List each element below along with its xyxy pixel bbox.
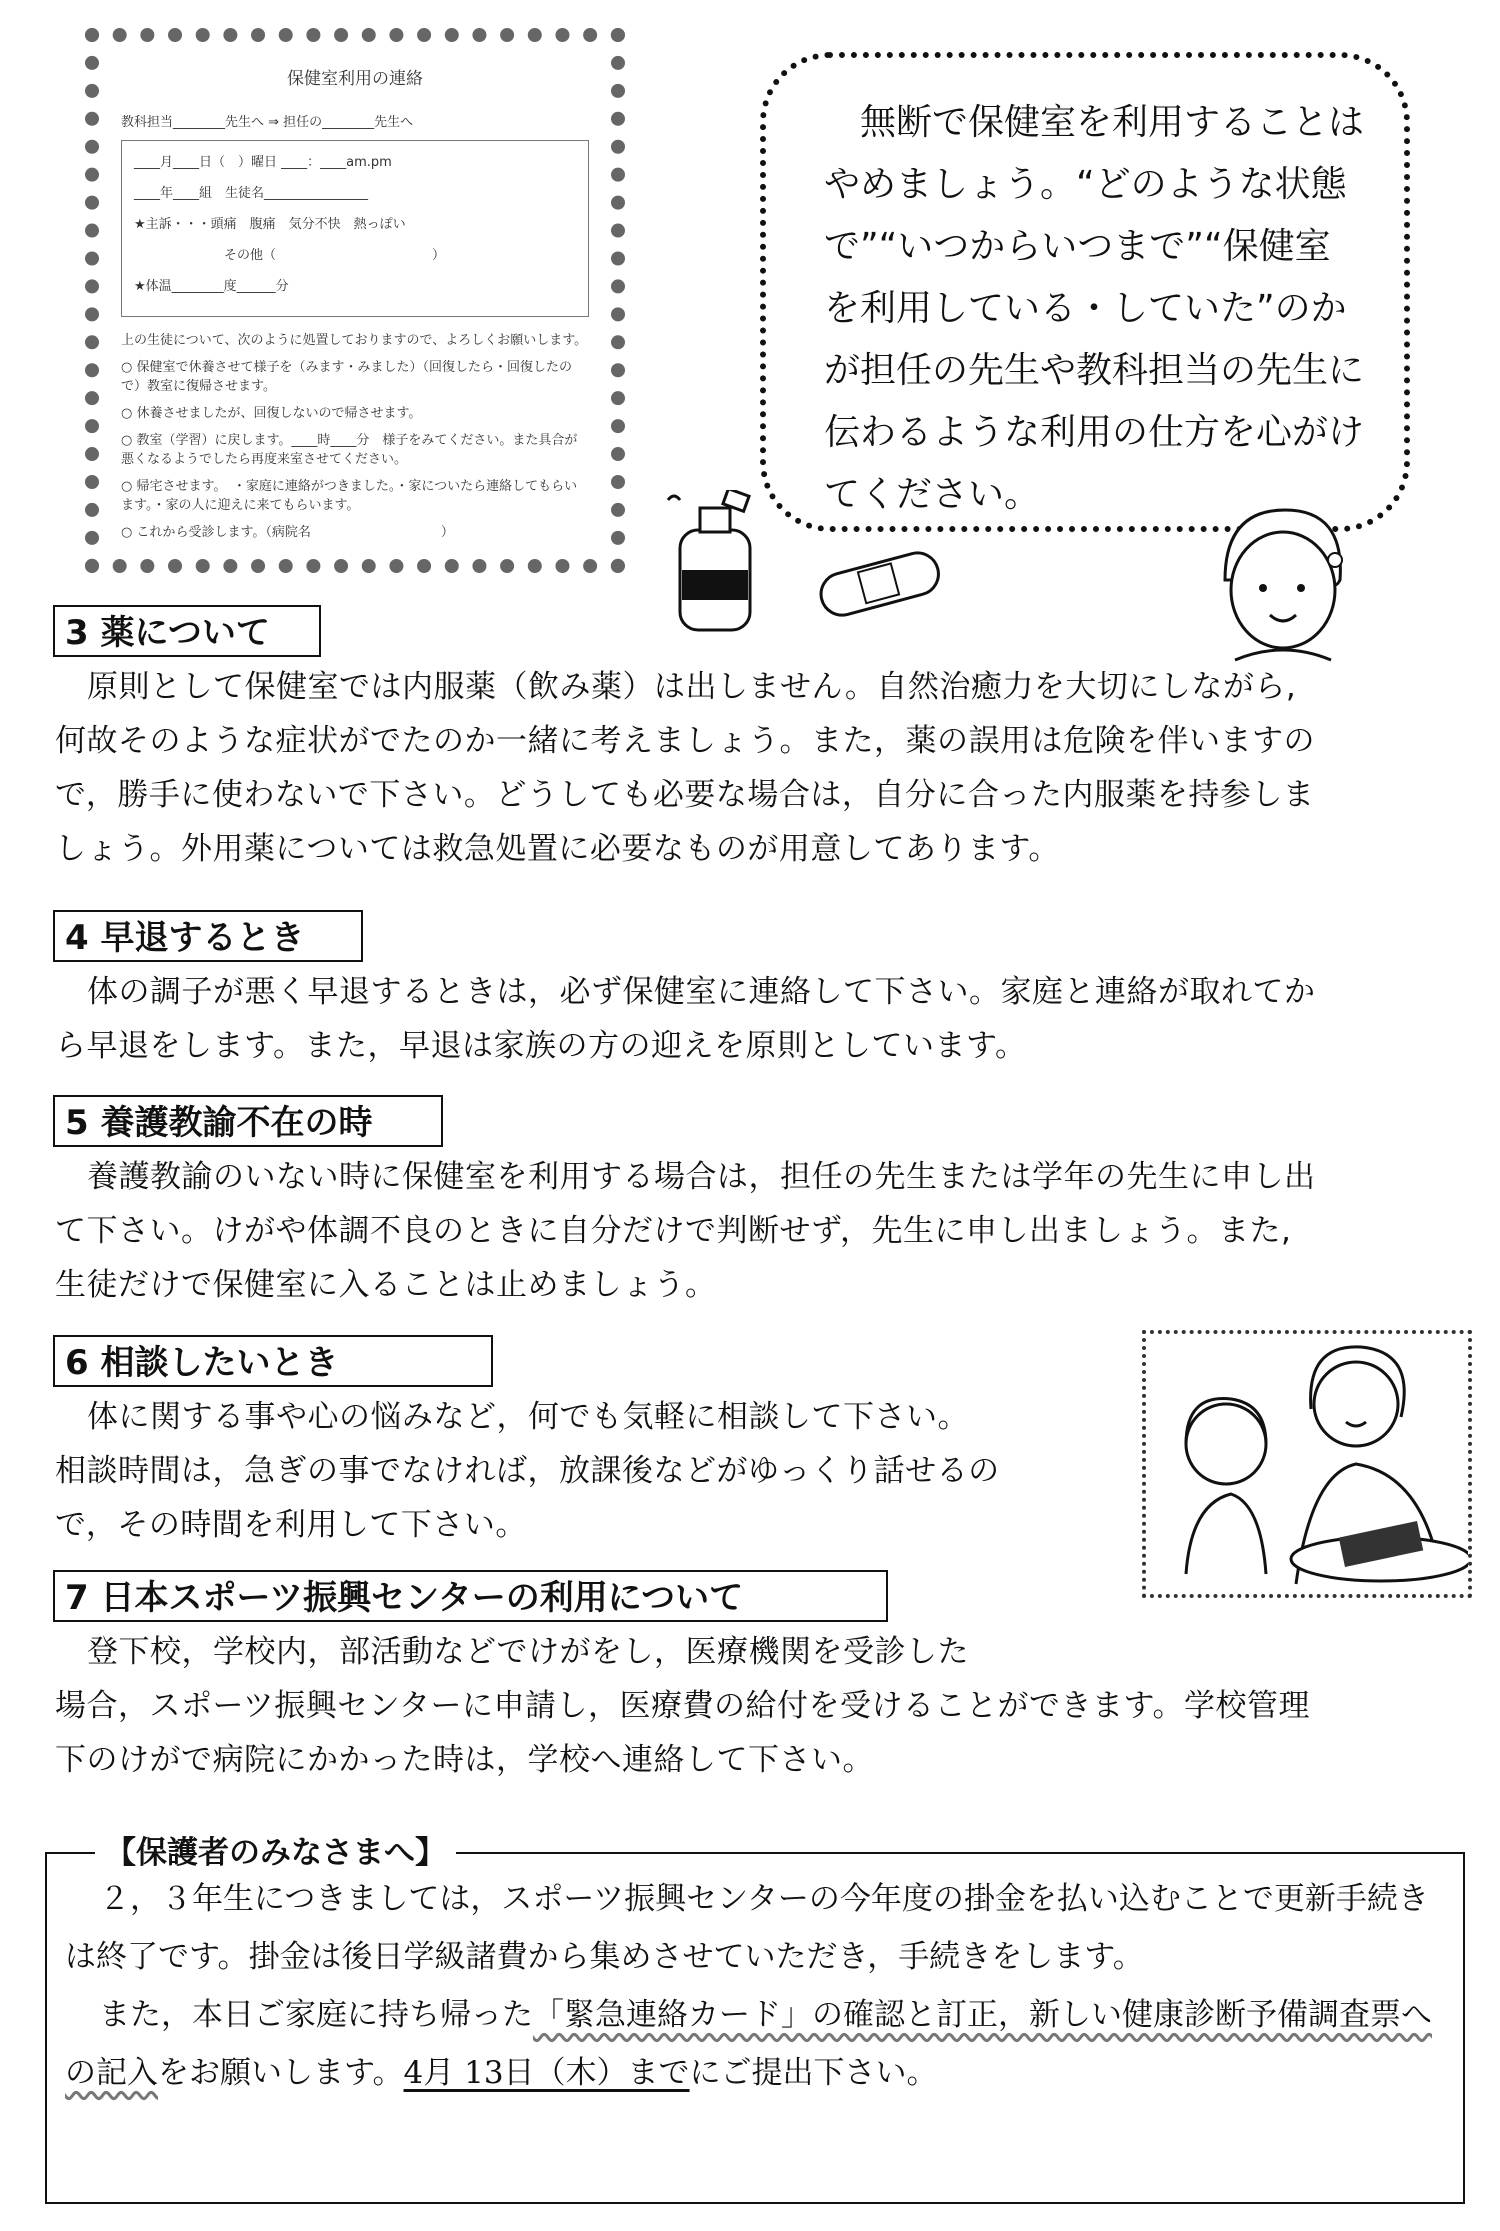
health-room-form-image — [85, 28, 625, 573]
paragraph-line: 下のけがで病院にかかった時は，学校へ連絡して下さい。 — [55, 1742, 874, 1778]
section-heading-nurse-absent: 5 養護教諭不在の時 — [53, 1095, 443, 1147]
form-body — [121, 331, 589, 542]
bubble-line: を利用している・していた”のか — [824, 288, 1347, 329]
form-body-line: ○ 帰宅させます。 ・家庭に連絡がつきました。・家についたら連絡してもらいます。・家の人に迎えに来てもらいます。 — [121, 479, 578, 513]
parents-p2-part: また，本日ご家庭に持ち帰った — [99, 1997, 533, 2033]
paragraph-line: で，その時間を利用して下さい。 — [55, 1507, 527, 1543]
section-heading-medicine: 3 薬について — [53, 605, 321, 657]
bubble-line: で”“いつからいつまで”“保健室 — [824, 226, 1331, 267]
bubble-line: てください。 — [824, 474, 1041, 515]
section-body-sports-center — [55, 1625, 1475, 1787]
paragraph-line: 体に関する事や心の悩みなど，何でも気軽に相談して下さい。 — [87, 1399, 969, 1435]
paragraph-line: 相談時間は，急ぎの事でなければ，放課後などがゆっくり話せるの — [55, 1453, 1000, 1489]
section-heading-sports-center: 7 日本スポーツ振興センターの利用について — [53, 1570, 888, 1622]
bubble-line: 伝わるような利用の仕方を心がけ — [824, 412, 1365, 453]
parents-p2-part: をお願いします。 — [158, 2055, 404, 2091]
paragraph-line: 体の調子が悪く早退するときは，必ず保健室に連絡して下さい。家庭と連絡が取れてか — [87, 974, 1316, 1010]
bubble-line: やめましょう。“どのような状態 — [824, 164, 1347, 205]
medicine-bottle-illustration — [660, 490, 770, 640]
form-body-line: ○ 休養させましたが、回復しないので帰させます。 — [121, 406, 422, 421]
section-body-nurse-absent — [55, 1150, 1475, 1312]
consultation-illustration — [1146, 1334, 1468, 1594]
section-body-consultation — [55, 1390, 1135, 1552]
paragraph-line: で，勝手に使わないで下さい。どうしても必要な場合は，自分に合った内服薬を持参しま — [55, 777, 1315, 813]
form-symptoms-line: ★主訴・・・頭痛 腹痛 気分不快 熱っぽい — [134, 217, 406, 232]
paragraph-line: 何故そのような症状がでたのか一緒に考えましょう。また，薬の誤用は危険を伴いますの — [55, 723, 1315, 759]
bandage-illustration — [810, 545, 950, 625]
paragraph-line: て下さい。けがや体調不良のときに自分だけで判断せず，先生に申し出ましょう。また, — [55, 1213, 1292, 1249]
form-teacher-line: 教科担当________先生へ ⇒ 担任の________先生へ — [121, 115, 414, 130]
parents-p2-part: にご提出下さい。 — [689, 2055, 938, 2091]
paragraph-line: しょう。外用薬については救急処置に必要なものが用意してあります。 — [55, 831, 1060, 867]
section-heading-early-leave: 4 早退するとき — [53, 910, 363, 962]
section-body-early-leave — [55, 965, 1475, 1073]
paragraph-line: 養護教諭のいない時に保健室を利用する場合は，担任の先生または学年の先生に申し出 — [87, 1159, 1316, 1195]
form-title: 保健室利用の連絡 — [287, 69, 423, 89]
bubble-line: が担任の先生や教科担当の先生に — [824, 350, 1365, 391]
paragraph-line: 生徒だけで保健室に入ることは止めましょう。 — [55, 1267, 717, 1303]
form-date-line: ____月____日（ ）曜日 ____：____am.pm — [134, 155, 392, 170]
paragraph-line: ら早退をします。また，早退は家族の方の迎えを原則としています。 — [55, 1028, 1027, 1064]
form-info-box — [121, 140, 589, 317]
form-class-line: ____年____組 生徒名________________ — [134, 186, 369, 201]
parents-paragraph-1: ２，３年生につきましては，スポーツ振興センターの今年度の掛金を払い込むことで更新手続きは終了です。掛金は後日学級諸費から集めさせていただき，手続きをします。 — [65, 1881, 1429, 1975]
bubble-line: 無断で保健室を利用することは — [860, 102, 1365, 143]
form-temp-line: ★体温________度______分 — [134, 279, 289, 294]
consultation-illustration-frame — [1142, 1330, 1472, 1598]
parents-paragraph-2 — [65, 1986, 1455, 2102]
section-body-medicine — [55, 660, 1475, 876]
paragraph-line: 場合，スポーツ振興センターに申請し，医療費の給付を受けることができます。学校管理 — [55, 1688, 1311, 1724]
section-heading-consultation: 6 相談したいとき — [53, 1335, 493, 1387]
parents-notice-text — [65, 1870, 1455, 2102]
emergency-card-text: 「緊急連絡カード」の確認と訂正，新しい健康診断予備調査票への記入 — [65, 1997, 1432, 2091]
form-body-line: ○ 保健室で休養させて様子を（みます・みました）（回復したら・回復したので）教室に復帰させます。 — [121, 360, 572, 394]
form-body-line: 上の生徒について、次のように処置しておりますので、よろしくお願いします。 — [121, 333, 588, 348]
form-body-line: ○ 教室（学習）に戻します。____時____分 様子をみてください。また具合が悪くなるようでしたら再度来室させてください。 — [121, 433, 578, 467]
speech-bubble — [760, 52, 1410, 532]
paragraph-line: 原則として保健室では内服薬（飲み薬）は出しません。自然治癒力を大切にしながら, — [87, 669, 1297, 705]
form-other-line: その他（ ） — [224, 248, 446, 263]
deadline-text: 4月 13日（木）まで — [403, 2055, 690, 2091]
nurse-illustration — [1195, 500, 1365, 670]
form-body-line: ○ これから受診します。（病院名 ） — [121, 525, 454, 540]
parents-notice-title: 【保護者のみなさまへ】 — [95, 1833, 456, 1873]
paragraph-line: 登下校，学校内，部活動などでけがをし，医療機関を受診した — [87, 1634, 969, 1670]
